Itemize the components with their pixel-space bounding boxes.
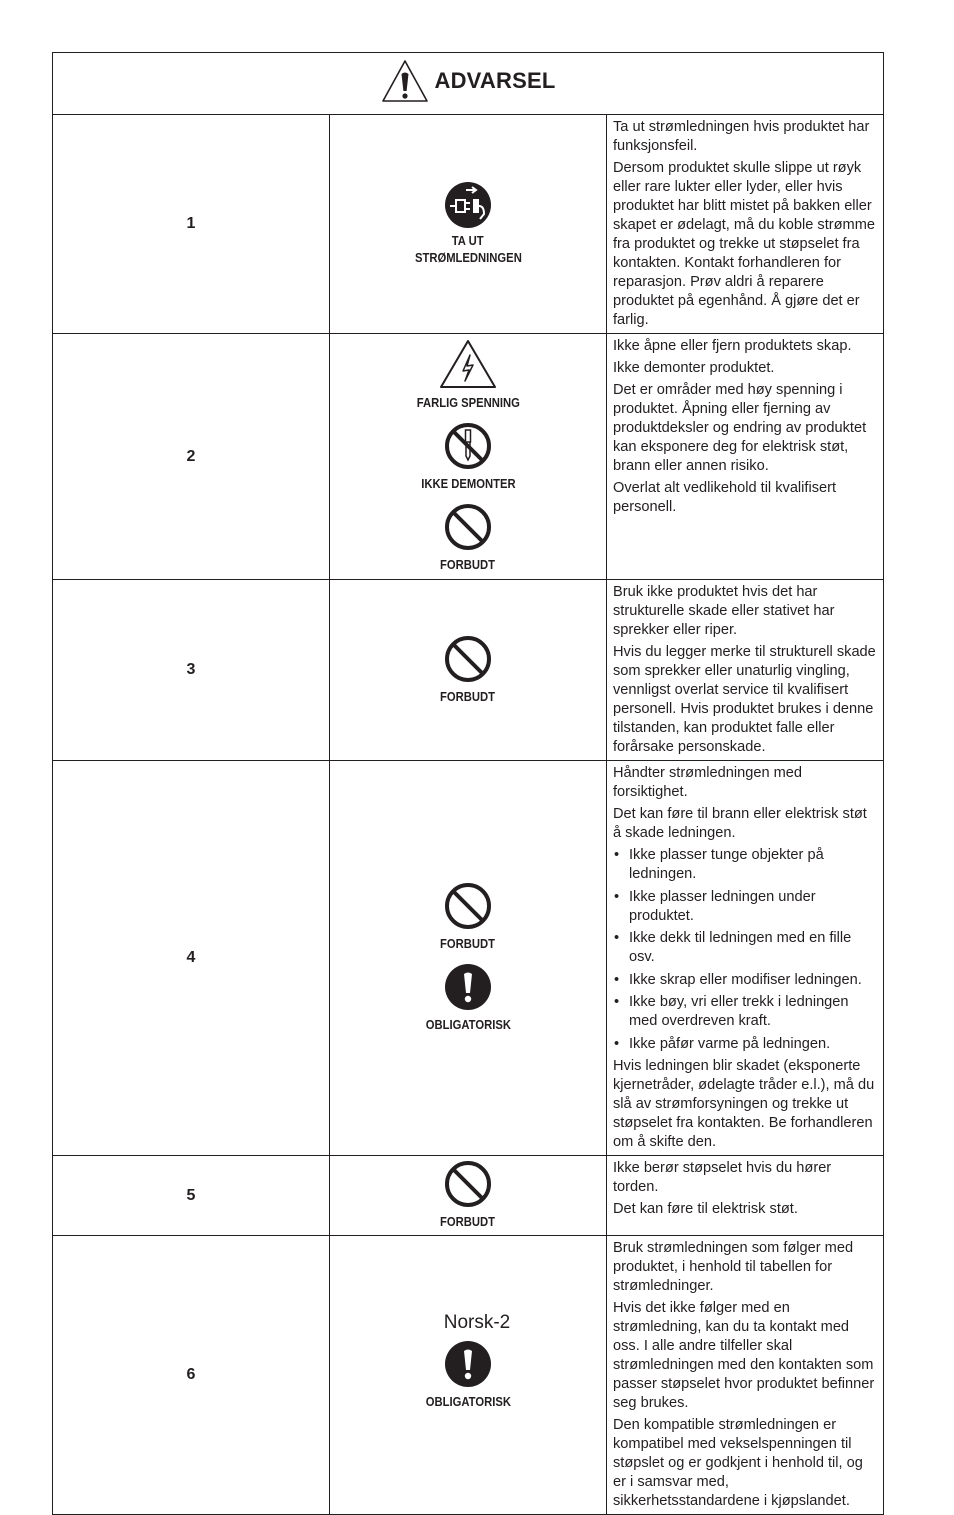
row-text [607, 334, 884, 580]
page-title: ADVARSEL [434, 68, 556, 93]
row-paragraph: Ta ut strømledningen hvis produktet har funksjonsfeil. [613, 119, 870, 154]
symbol-label: STRØMLEDNINGEN [414, 251, 522, 265]
row-paragraph: Hvis det ikke følger med en strømledning, kan du ta kontakt med oss. I alle andre tilfeller skal strømledningen med den kontakten som passer støpselet hvor produktet befinner seg brukes. [613, 1300, 875, 1411]
prohibited-icon [444, 1160, 492, 1208]
no-disassemble-icon [444, 422, 492, 470]
list-item: • Ikke dekk til ledningen med en fille osv. [613, 929, 877, 967]
prohibited-symbol [330, 635, 606, 706]
page-footer [0, 1312, 954, 1334]
table-row [53, 1156, 884, 1236]
row-text [607, 580, 884, 761]
row-paragraph: Hvis ledningen blir skadet (eksponerte kjernetråder, ødelagte tråder e.l.), må du slå av strømforsyningen og trekke ut støpselet fra kontakten. Be forhandleren om å skifte den. [613, 1058, 875, 1150]
no-disassemble-symbol [330, 422, 606, 493]
list-item: • Ikke påfør varme på ledningen. [613, 1035, 877, 1054]
bullet-list [613, 846, 877, 1054]
mandatory-symbol [330, 963, 606, 1034]
warning-triangle-icon [381, 59, 429, 103]
row-number: 4 [53, 761, 330, 1156]
row-paragraph: Bruk strømledningen som følger med produktet, i henhold til tabellen for strømledninger. [613, 1240, 854, 1294]
row-text [607, 1156, 884, 1236]
row-number: 6 [53, 1236, 330, 1515]
prohibited-symbol [330, 882, 606, 953]
table-row [53, 761, 884, 1156]
symbol-label: FORBUDT [440, 1215, 496, 1229]
warning-table [52, 52, 884, 1515]
symbol-label: FORBUDT [440, 558, 496, 572]
symbol-cell [330, 1236, 607, 1515]
row-paragraph: Det er områder med høy spenning i produktet. Åpning eller fjerning av produktdeksler og endring av produktet kan eksponere deg for elektrisk støt, brann eller annen risiko. [613, 382, 867, 474]
high-voltage-symbol [330, 339, 606, 412]
row-paragraph: Håndter strømledningen med forsiktighet. [613, 765, 802, 800]
row-paragraph: Det kan føre til brann eller elektrisk støt å skade ledningen. [613, 806, 867, 841]
table-header-row [53, 53, 884, 115]
list-item: • Ikke skrap eller modifiser ledningen. [613, 971, 877, 990]
row-text [607, 1236, 884, 1515]
footer-language: Norsk [443, 1312, 494, 1333]
prohibited-icon [444, 882, 492, 930]
row-number: 1 [53, 115, 330, 334]
row-paragraph: Overlat alt vedlikehold til kvalifisert personell. [613, 480, 837, 515]
table-row [53, 580, 884, 761]
high-voltage-icon [439, 339, 497, 389]
symbol-label: OBLIGATORISK [425, 1018, 511, 1032]
row-number: 5 [53, 1156, 330, 1236]
symbol-cell [330, 761, 607, 1156]
symbol-label: FARLIG SPENNING [416, 396, 520, 410]
unplug-symbol [330, 181, 606, 267]
page-number: -2 [493, 1312, 511, 1333]
symbol-label: FORBUDT [440, 937, 496, 951]
symbol-cell [330, 334, 607, 580]
symbol-cell [330, 580, 607, 761]
symbol-cell [330, 115, 607, 334]
symbol-label: TA UT [452, 234, 484, 248]
mandatory-icon [444, 963, 492, 1011]
row-paragraph: Den kompatible strømledningen er kompatibel med vekselspenningen til støpslet og er godkjent i henhold til, og er i samsvar med, sikkerhetsstandardene i kjøpslandet. [613, 1417, 863, 1509]
row-paragraph: Dersom produktet skulle slippe ut røyk eller rare lukter eller lyder, eller hvis produktet har blitt mistet på bakken eller skapet er ødelagt, må du koble strømme fra produktet og trekke ut støpselet fra kontakten. Kontakt forhandleren for reparasjon. Prøv aldri å reparere produktet på egenhånd. Å gjøre det er farlig. [613, 160, 875, 328]
row-paragraph: Det kan føre til elektrisk støt. [613, 1201, 798, 1217]
table-header [53, 53, 884, 115]
table-row [53, 334, 884, 580]
row-number: 2 [53, 334, 330, 580]
prohibited-symbol [330, 1160, 606, 1231]
mandatory-symbol [330, 1340, 606, 1411]
row-paragraph: Hvis du legger merke til strukturell skade som sprekker eller unaturlig vingling, vennligst overlat service til kvalifisert personell. Hvis produktet brukes i denne tilstanden, kan produktet falle eller forårsake personskade. [613, 644, 876, 755]
list-item: • Ikke bøy, vri eller trekk i ledningen med overdreven kraft. [613, 993, 877, 1031]
row-number: 3 [53, 580, 330, 761]
list-item: • Ikke plasser tunge objekter på ledningen. [613, 846, 877, 884]
row-text [607, 761, 884, 1156]
symbol-label: FORBUDT [440, 689, 496, 704]
unplug-icon [444, 181, 492, 229]
prohibited-icon [444, 503, 492, 551]
prohibited-symbol [330, 503, 606, 574]
row-paragraph: Bruk ikke produktet hvis det har strukturelle skade eller stativet har sprekker eller riper. [613, 584, 835, 638]
mandatory-icon [444, 1340, 492, 1388]
row-paragraph: Ikke demonter produktet. [613, 360, 775, 376]
row-text [607, 115, 884, 334]
symbol-cell [330, 1156, 607, 1236]
prohibited-icon [444, 635, 492, 683]
symbol-label: IKKE DEMONTER [420, 477, 516, 491]
row-paragraph: Ikke åpne eller fjern produktets skap. [613, 338, 852, 354]
list-item: • Ikke plasser ledningen under produktet. [613, 888, 877, 926]
symbol-label: OBLIGATORISK [425, 1394, 511, 1409]
table-row [53, 115, 884, 334]
row-paragraph: Ikke berør støpselet hvis du hører torden. [613, 1160, 832, 1195]
table-row [53, 1236, 884, 1515]
